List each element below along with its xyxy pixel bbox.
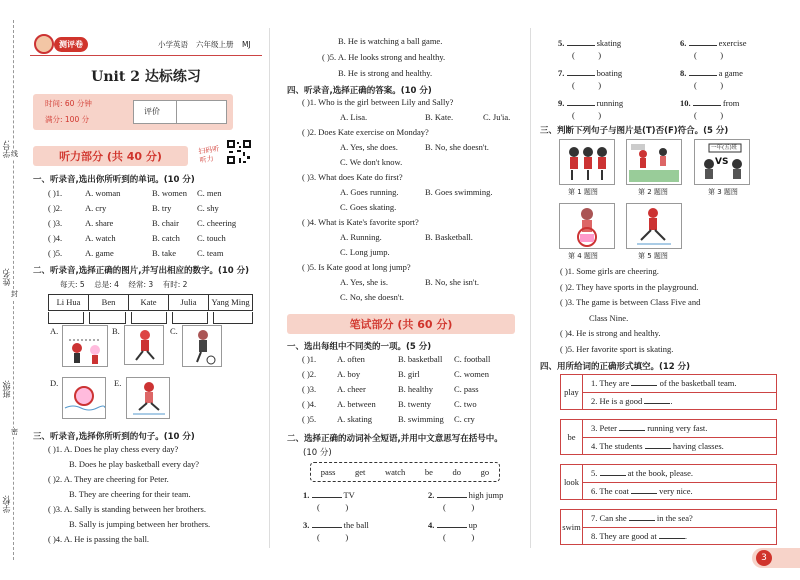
w4-title: 四、用所给词的正确形式填空。(12 分) [540, 362, 691, 372]
col2-top: B. He is watching a ball game. ( )5. A. He looks strong and healthy. B. He is strong and healthy. [322, 36, 446, 78]
pic-b-running [124, 325, 164, 365]
w3-cap-3: 第 3 题图 [708, 188, 738, 196]
mascot-icon [34, 34, 54, 54]
w2-items-right: 5. skating ( ) 6. exercise ( ) 7. boating ( ) 8. a game ( ) 9. running ( ) 10. from ( ) [558, 38, 747, 120]
w2-score: (10 分) [303, 448, 332, 458]
pic-label-d: D. [50, 378, 59, 388]
sidebar-mi: 密 [11, 428, 18, 436]
freq-row: 每天: 5 总是: 4 经常: 3 有时: 2 [60, 280, 188, 289]
name-cell: Ben [89, 295, 129, 310]
s3-list: ( )1. A. Does he play chess every day? B. Does he play basketball every day? ( )2. A. They are cheering for Peter. B. They are cheering for their team. ( )3. A. Sally is standing between her brothers. B. Sally is jumping between her brothers. ( )4. A. He is passing the ball. [48, 444, 211, 544]
binding-sidebar [0, 0, 24, 580]
pic-c-soccer [182, 325, 222, 367]
name-cell: Julia [169, 295, 209, 310]
sidebar-name: 姓名: [2, 268, 11, 287]
sidebar-school: 学校: [2, 495, 11, 514]
grade: 六年级上册 [196, 40, 234, 49]
w2-title: 二、选择正确的动词补全短语,并用中文意思写在括号中。 [287, 434, 503, 444]
w4-word: look [561, 465, 583, 499]
pic-label-c: C. [170, 326, 178, 336]
sidebar-number: 学号: [2, 140, 11, 159]
w4-word: play [561, 375, 583, 409]
w3-cap-1: 第 1 题图 [568, 188, 598, 196]
writing-section-bar: 笔试部分 (共 60 分) [287, 314, 515, 334]
qr-label: 扫码听听力 [197, 144, 220, 165]
pic-label-e: E. [114, 378, 122, 388]
page-number: 3 [752, 548, 800, 568]
pic-e-skating [126, 377, 170, 419]
w3-pic-1 [559, 139, 615, 185]
s4-title: 四、听录音,选择正确的答案。(10 分) [287, 86, 432, 96]
s2-title: 二、听录音,选择正确的图片,并写出相应的数字。(10 分) [33, 266, 250, 276]
w3-banner-text: 一年(五)班 [711, 145, 738, 151]
edition: MJ [242, 40, 251, 49]
test-badge: 测评卷 [54, 37, 88, 52]
sidebar-xian: 线 [11, 150, 18, 158]
w4-table: play 1. They are of the basketball team. 2. He is a good . be 3. Peter running very fast. 4. The students having classes. look 5. at the book, please. 6. The coat very nice. swim 7. Can she in the sea? 8. They are good at . [560, 374, 777, 545]
w1-list: ( )1. A. often B. basketball C. football ( )2. A. boy B. girl C. women ( )3. A. cheer B. healthy C. pass ( )4. A. between B. twenty C. two ( )5. A. skating B. swimming C. cry [302, 354, 491, 424]
s4-list: ( )1. Who is the girl between Lily and Sally? A. Lisa. B. Kate. C. Ju'ia. ( )2. Does Kate exercise on Monday? A. Yes, she does. B. No, she doesn't. C. We don't know. ( )3. What does Kate do first? A. Goes running. B. Goes swimming. C. Goes skating. ( )4. What is Kate's favorite sport? A. Running. B. Basketball. C. Long jump. ( )5. Is Kate good at long jump? A. Yes, she is. B. No, she isn't. C. No, she doesn't. [302, 97, 511, 302]
w3-title: 三、判断下列句子与图片是(T)否(F)符合。(5 分) [540, 126, 729, 136]
w3-list: ( )1. Some girls are cheering. ( )2. They have sports in the playground. ( )3. The game is between Class Five and Class Nine. ( )4. He is strong and healthy. ( )5. Her favorite sport is skating. [560, 266, 701, 354]
sidebar-feng: 封 [11, 290, 18, 298]
s1-title: 一、听录音,选出你所听到的单词。(10 分) [33, 175, 195, 185]
w3-pic-3 [694, 139, 750, 185]
pic-label-a: A. [50, 326, 59, 336]
pic-label-b: B. [112, 326, 120, 336]
name-table [48, 294, 253, 311]
word-bank: pass get watch be do go [310, 462, 500, 482]
page-title: Unit 2 达标练习 [91, 69, 201, 85]
qr-code-icon[interactable] [226, 139, 252, 165]
time-label: 时间: 60 分钟 [45, 99, 92, 108]
w1-title: 一、选出每组中不同类的一项。(5 分) [287, 342, 432, 352]
eval-label: 评价 [144, 107, 160, 116]
w4-word: be [561, 420, 583, 454]
w4-word: swim [561, 510, 583, 544]
listening-section-bar: 听力部分 (共 40 分) [33, 146, 188, 166]
name-cell: Kate [129, 295, 169, 310]
w3-cap-2: 第 2 题图 [638, 188, 668, 196]
w3-pic-5 [626, 203, 682, 249]
w3-pic-2 [626, 139, 682, 185]
w3-cap-5: 第 5 题图 [638, 252, 668, 260]
header [30, 34, 262, 56]
sidebar-class: 班级: [2, 380, 11, 399]
name-cell: Yang Ming [211, 297, 250, 307]
s3-title: 三、听录音,选择你所听到的句子。(10 分) [33, 432, 195, 442]
name-cell: Li Hua [49, 295, 89, 310]
s1-list: ( )1. A. woman B. women C. men ( )2. A. cry B. try C. shy ( )3. A. share B. chair C. cheering ( )4. A. watch B. catch C. touch ( )5. A. game B. take C. team [48, 188, 237, 258]
score-label: 满分: 100 分 [45, 115, 90, 124]
w3-vs-text: VS [715, 157, 729, 167]
info-box [33, 94, 233, 130]
w3-cap-4: 第 4 题图 [568, 252, 598, 260]
pic-d-swimming [62, 377, 106, 419]
w2-items-left: 1. TV ( ) 2. high jump ( ) 3. the ball ( ) 4. up ( ) [303, 490, 504, 542]
pic-a-badminton [62, 325, 108, 367]
w3-pic-4 [559, 203, 615, 249]
subject: 小学英语 [158, 40, 188, 49]
